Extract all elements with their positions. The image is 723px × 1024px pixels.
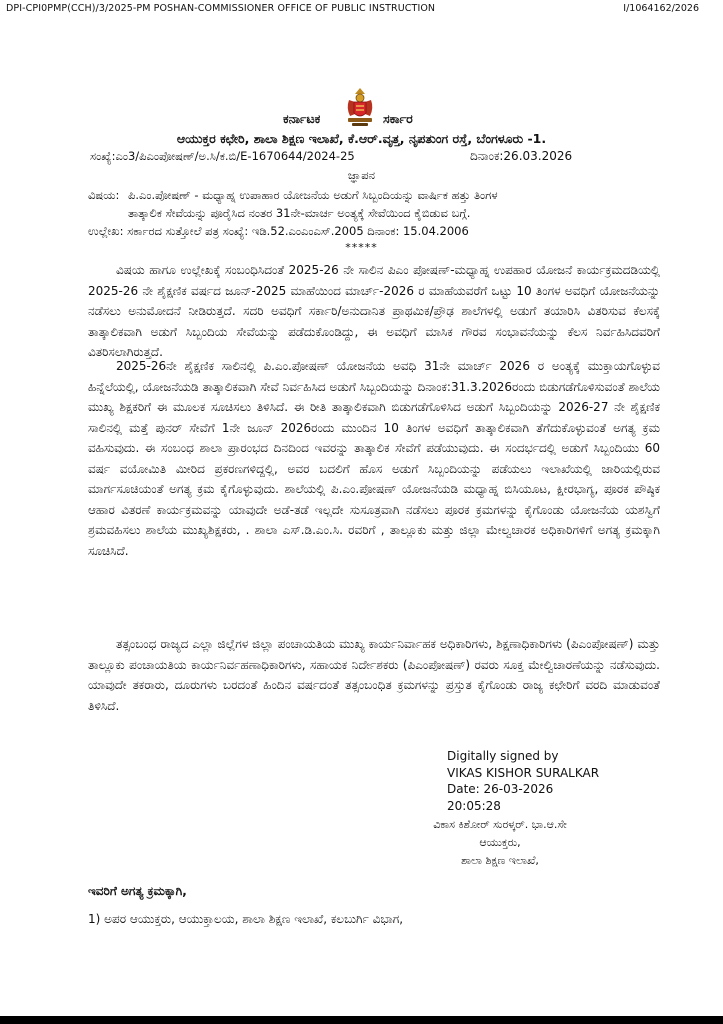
officer-department: ಶಾಲಾ ಶಿಕ್ಷಣ ಇಲಾಖೆ, (461, 854, 539, 867)
signature-line-1: Digitally signed by (447, 749, 559, 763)
karnataka-emblem-icon (343, 86, 377, 128)
office-address: ಆಯುಕ್ತರ ಕಛೇರಿ, ಶಾಲಾ ಶಿಕ್ಷಣ ಇಲಾಖೆ, ಕೆ.ಆರ್.ವೃತ್ತ, ನೃಪತುಂಗ ರಸ್ತೆ, ಬೆಂಗಳೂರು -1. (176, 131, 547, 146)
state-name-left: ಕರ್ನಾಟಕ (283, 111, 321, 126)
reference-number: ಸಂಖ್ಯೆ:ಎಂ3/ಪಿಎಂಪೋಷಣ್/ಅ.ಸಿ/ಕ.ಬಿ/E-1670644/2024-25 (90, 149, 355, 163)
subject-text-1: ಪಿ.ಎಂ.ಪೋಷಣ್ - ಮಧ್ಯಾಹ್ನ ಉಪಾಹಾರ ಯೋಜನೆಯ ಅಡುಗೆ ಸಿಬ್ಬಂದಿಯನ್ನು ವಾರ್ಷಿಕ ಹತ್ತು ತಿಂಗಳ (128, 188, 498, 202)
signature-name: VIKAS KISHOR SURALKAR (447, 765, 600, 780)
subject-label: ವಿಷಯ: (88, 188, 120, 202)
state-name-right: ಸರ್ಕಾರ (383, 111, 413, 126)
officer-name: ವಿಕಾಸ ಕಿಶೋರ್ ಸುರಳ್ಕರ್. ಭಾ.ಆ.ಸೇ (433, 818, 567, 831)
subject-line-1 (88, 186, 648, 204)
officer-block (400, 816, 600, 870)
notice-title: ಜ್ಞಾಪನ (347, 168, 376, 182)
document-header-right: I/1064162/2026 (623, 3, 699, 14)
document-date: ದಿನಾಂಕ:26.03.2026 (470, 149, 573, 163)
copy-to-heading: ಇವರಿಗೆ ಅಗತ್ಯ ಕ್ರಮಕ್ಕಾಗಿ, (88, 884, 187, 898)
digital-signature (447, 748, 599, 814)
copy-to-item: 1) ಅಪರ ಆಯುಕ್ತರು, ಆಯುಕ್ತಾಲಯ, ಶಾಲಾ ಶಿಕ್ಷಣ ಇಲಾಖೆ, ಕಲಬುರ್ಗಿ ವಿಭಾಗ, (88, 912, 404, 926)
signature-time: 20:05:28 (447, 798, 501, 813)
subject-line-2 (88, 204, 648, 222)
signature-date: Date: 26-03-2026 (447, 782, 554, 796)
officer-designation: ಆಯುಕ್ತರು, (479, 836, 521, 849)
subject-text-2: ತಾತ್ಕಾಲಿಕ ಸೇವೆಯನ್ನು ಪೂರೈಸಿದ ನಂತರ 31ನೇ-ಮಾರ್ಚ ಅಂತ್ಯಕ್ಕೆ ಸೇವೆಯಿಂದ ಕೈಬಿಡುವ ಬಗ್ಗೆ. (128, 206, 471, 220)
body-paragraph: ತತ್ಸಂಬಂಧ ರಾಜ್ಯದ ಎಲ್ಲಾ ಜಿಲ್ಲೆಗಳ ಜಿಲ್ಲಾ ಪಂಚಾಯತಿಯ ಮುಖ್ಯ ಕಾರ್ಯನಿರ್ವಾಹಕ ಅಧಿಕಾರಿಗಳು, ಶಿಕ್ಷಣಾಧಿಕಾರಿಗಳು (ಪಿಎಂಪೋಷಣ್) ಮತ್ತು ತಾಲ್ಲೂಕು ಪಂಚಾಯತಿಯ ಕಾರ್ಯನಿರ್ವಹಣಾಧಿಕಾರಿಗಳು, ಸಹಾಯಕ ನಿರ್ದೇಶಕರು (ಪಿಎಂಪೋಷಣ್) ರವರು ಸೂಕ್ತ ಮೇಲ್ವಿಚಾರಣೆಯನ್ನು ನಡೆಸುವುದು. ಯಾವುದೇ ತಕರಾರು, ದೂರುಗಳು ಬರದಂತೆ ಹಿಂದಿನ ವರ್ಷದಂತೆ ತತ್ಸಂಬಂಧಿತ ಕ್ರಮಗಳನ್ನು ಪ್ರಸ್ತುತ ಕೈಗೊಂಡು ರಾಜ್ಯ ಕಛೇರಿಗೆ ವರದಿ ಮಾಡುವಂತೆ ತಿಳಿಸಿದೆ. (88, 637, 660, 713)
body-paragraph: ವಿಷಯ ಹಾಗೂ ಉಲ್ಲೇಖಕ್ಕೆ ಸಂಬಂಧಿಸಿದಂತೆ 2025-26 ನೇ ಸಾಲಿನ ಪಿಎಂ ಪೋಷಣ್-ಮಧ್ಯಾಹ್ನ ಉಪಹಾರ ಯೋಜನೆ ಕಾರ್ಯಕ್ರಮದಡಿಯಲ್ಲಿ 2025-26 ನೇ ಶೈಕ್ಷಣಿಕ ವರ್ಷದ ಜೂನ್-2025 ಮಾಹೆಯಿಂದ ಮಾರ್ಚ್-2026 ರ ಮಾಹೆಯವರೆಗೆ ಒಟ್ಟು 10 ತಿಂಗಳ ಅವಧಿಗೆ ಯೋಜನೆಯನ್ನು ನಡೆಸಲು ಅನುಮೋದನೆ ನೀಡಿರುತ್ತದೆ. ಸದರಿ ಅವಧಿಗೆ ಸರ್ಕಾರಿ/ಅನುದಾನಿತ ಪ್ರಾಥಮಿಕ/ಪ್ರೌಢ ಶಾಲೆಗಳಲ್ಲಿ ಅಡುಗೆ ತಯಾರಿಸಿ ವಿತರಿಸುವ ಕೆಲಸಕ್ಕೆ ತಾತ್ಕಾಲಿಕವಾಗಿ ಅಡುಗೆ ಸಿಬ್ಬಂದಿಯ ಸೇವೆಯನ್ನು ಪಡೆದುಕೊಂಡಿದ್ದು, ಈ ಅವಧಿಗೆ ಮಾಸಿಕ ಗೌರವ ಸಂಭಾವನೆಯನ್ನು ಕೆಲಸ ನಿರ್ವಹಿಸಿದವರಿಗೆ ವಿತರಿಸಲಾಗಿರುತ್ತದೆ. (88, 263, 660, 359)
body-paragraph: 2025-26ನೇ ಶೈಕ್ಷಣಿಕ ಸಾಲಿನಲ್ಲಿ ಪಿ.ಎಂ.ಪೋಷಣ್ ಯೋಜನೆಯ ಅವಧಿ 31ನೇ ಮಾರ್ಚ್ 2026 ರ ಅಂತ್ಯಕ್ಕೆ ಮುಕ್ತಾಯಗೊಳ್ಳುವ ಹಿನ್ನೆಲೆಯಲ್ಲಿ, ಯೋಜನೆಯಡಿ ತಾತ್ಕಾಲಿಕವಾಗಿ ಸೇವೆ ನಿರ್ವಹಿಸಿದ ಅಡುಗೆ ಸಿಬ್ಬಂದಿಯನ್ನು ದಿನಾಂಕ:31.3.2026ರಂದು ಬಿಡುಗಡೆಗೊಳಿಸುವಂತೆ ಶಾಲೆಯ ಮುಖ್ಯ ಶಿಕ್ಷಕರಿಗೆ ಈ ಮೂಲಕ ಸೂಚಿಸಲು ತಿಳಿಸಿದೆ. ಈ ರೀತಿ ತಾತ್ಕಾಲಿಕವಾಗಿ ಬಿಡುಗಡೆಗೊಳಿಸಿದ ಅಡುಗೆ ಸಿಬ್ಬಂದಿಯನ್ನು 2026-27 ನೇ ಶೈಕ್ಷಣಿಕ ಸಾಲಿನಲ್ಲಿ ಮತ್ತೆ ಪುನರ್ ಸೇವೆಗೆ 1ನೇ ಜೂನ್ 2026ರಂದು ಮುಂದಿನ 10 ತಿಂಗಳ ಅವಧಿಗೆ ತಾತ್ಕಾಲಿಕವಾಗಿ ತೆಗೆದುಕೊಳ್ಳುವಂತೆ ಅಗತ್ಯ ಕ್ರಮ ವಹಿಸುವುದು. ಈ ಸಂಬಂಧ ಶಾಲಾ ಪ್ರಾರಂಭದ ದಿನದಿಂದ ಇವರನ್ನು ತಾತ್ಕಾಲಿಕ ಸೇವೆಗೆ ಪಡೆಯುವುದು. ಈ ಸಂದರ್ಭದಲ್ಲಿ ಅಡುಗೆ ಸಿಬ್ಬಂದಿಯು 60 ವರ್ಷ ವಯೋಮಿತಿ ಮೀರಿದ ಪ್ರಕರಣಗಳಿದ್ದಲ್ಲಿ, ಅವರ ಬದಲಿಗೆ ಹೊಸ ಅಡುಗೆ ಸಿಬ್ಬಂದಿಯನ್ನು ಪಡೆಯಲು ಇಲಾಖೆಯಲ್ಲಿ ಜಾರಿಯಲ್ಲಿರುವ ಮಾರ್ಗಸೂಚಿಯಂತೆ ಅಗತ್ಯ ಕ್ರಮ ಕೈಗೊಳ್ಳುವುದು. ಶಾಲೆಯಲ್ಲಿ ಪಿ.ಎಂ.ಪೋಷಣ್ ಯೋಜನೆಯಡಿ ಮಧ್ಯಾಹ್ನ ಬಿಸಿಯೂಟ, ಕ್ಷೀರಭಾಗ್ಯ, ಪೂರಕ ಪೌಷ್ಠಿಕ ಆಹಾರ ವಿತರಣೆ ಕಾರ್ಯಕ್ರಮವನ್ನು ಯಾವುದೇ ಅಡೆ-ತಡೆ ಇಲ್ಲದೇ ಸುಸೂತ್ರವಾಗಿ ನಡೆಸಲು ಪೂರಕ ಕ್ರಮಗಳನ್ನು ಕೈಗೊಂಡು ಯೋಜನೆಯ ಯಶಸ್ವಿಗೆ ಶ್ರಮವಹಿಸಲು ಶಾಲೆಯ ಮುಖ್ಯಶಿಕ್ಷಕರು, . ಶಾಲಾ ಎಸ್.ಡಿ.ಎಂ.ಸಿ. ರವರಿಗೆ , ತಾಲ್ಲೂಕು ಮತ್ತು ಜಿಲ್ಲಾ ಮೇಲ್ವಚಾರಕ ಅಧಿಕಾರಿಗಳಿಗೆ ಅಗತ್ಯ ಕ್ರಮಕ್ಕಾಗಿ ಸೂಚಿಸಿದೆ. (88, 359, 660, 558)
document-header-left: DPI-CPI0PMP(CCH)/3/2025-PM POSHAN-COMMISSIONER OFFICE OF PUBLIC INSTRUCTION (6, 3, 436, 14)
separator-stars: ***** (345, 241, 378, 254)
bottom-border (0, 1016, 723, 1024)
subject-block (88, 186, 648, 222)
reference-line: ಉಲ್ಲೇಖ: ಸರ್ಕಾರದ ಸುತ್ತೋಲೆ ಪತ್ರ ಸಂಖ್ಯೆ: ಇಡಿ.52.ಎಂಎಂಎಸ್.2005 ದಿನಾಂಕ: 15.04.2006 (88, 224, 469, 238)
